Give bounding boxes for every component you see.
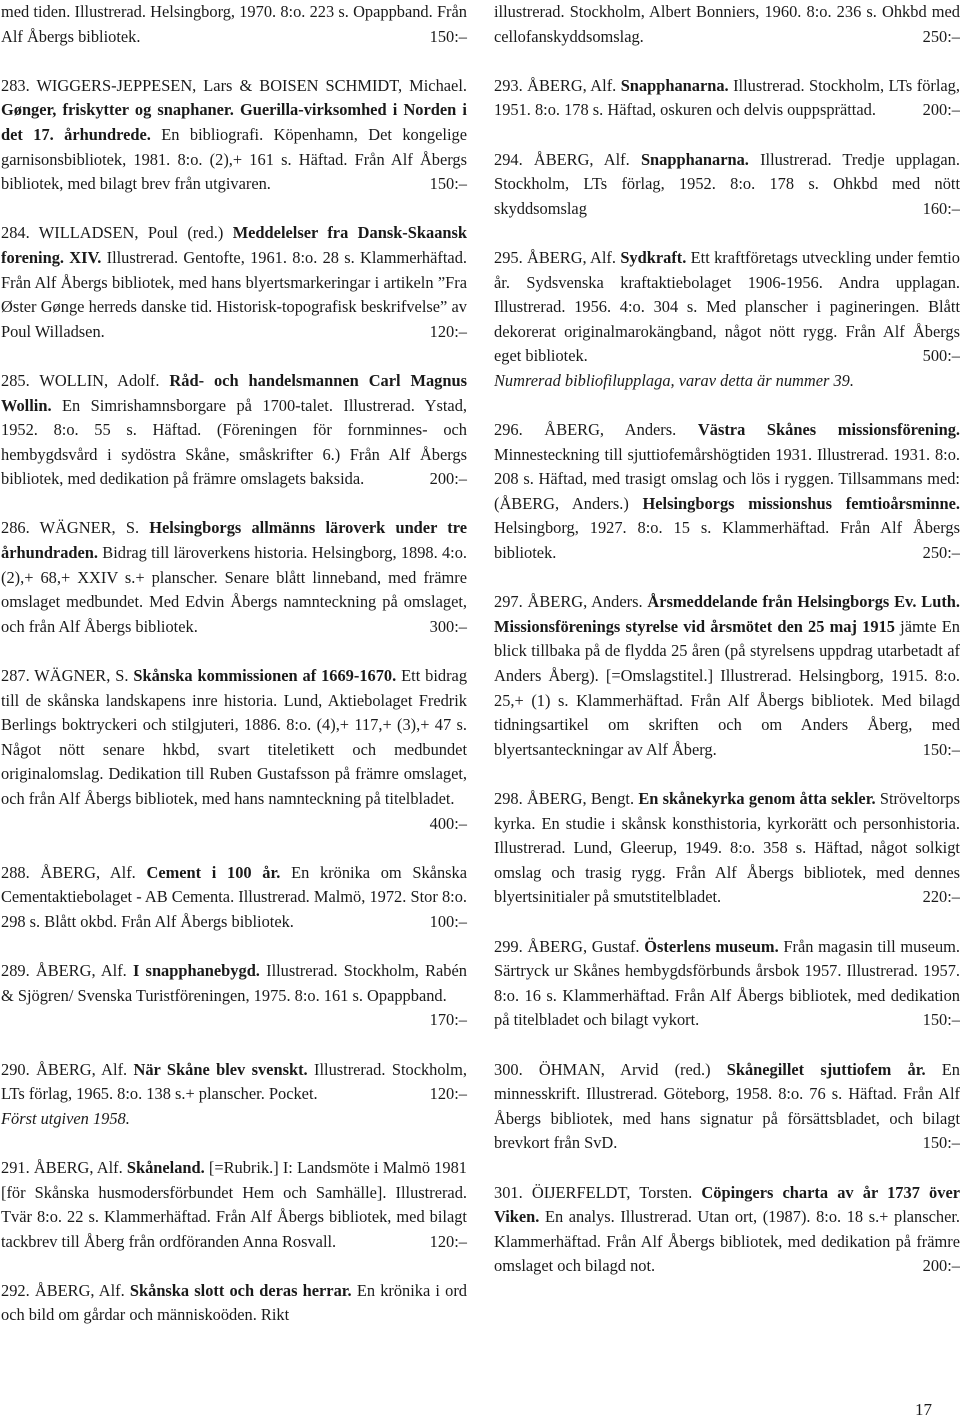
entry-title: Snapphanarna. — [640, 149, 749, 169]
entry-author: WOLLIN, Adolf. — [39, 370, 160, 390]
entry-author: ÅBERG, Alf. — [33, 1157, 123, 1177]
entry-description: med tiden. Illustrerad. Helsingborg, 1970. 8:o. 223 s. Opappband. Från Alf Åbergs bibliotek. — [1, 2, 467, 46]
entry-description-secondary: Helsingborg, 1927. 8:o. 15 s. Klammerhäftad. Från Alf Åbergs bibliotek. — [494, 518, 960, 563]
catalog-entry — [1, 221, 467, 344]
entry-number: 287. — [1, 666, 30, 686]
entry-author: ÅBERG, Alf. — [35, 961, 127, 981]
entry-author: ÅBERG, Alf. — [34, 1280, 125, 1300]
entry-price: 120:– — [429, 321, 467, 341]
entry-number: 293. — [494, 75, 523, 95]
continued-entry — [494, 0, 960, 49]
entry-description: Ett kraftföretags utveckling under femtio år. Sydsvenska kraftaktiebolaget 1906-1956. Andra upplagan. Illustrerad. 1956. 4:o. 304 s. Med planscher i pagineringen. Blått dekorerat originalmarokängband, något nött rygg. Från Alf Åbergs eget bibliotek. — [494, 247, 960, 366]
entry-price: 170:– — [429, 1010, 467, 1030]
entry-description: Illustrerad. Tredje upplagan. Stockholm, LTs förlag, 1952. 8:o. 178 s. Ohkbd med nött skyddsomslag — [494, 149, 960, 218]
catalog-entry — [1, 861, 467, 935]
entry-title: Helsingborgs allmänns läroverk under tre århundraden. — [1, 518, 467, 563]
entry-number: 300. — [494, 1059, 523, 1079]
entry-title: Gønger, friskytter og snaphaner. Guerilla-virksomhed i Norden i det 17. århundrede. — [1, 100, 467, 144]
entry-author: ÅBERG, Alf. — [533, 149, 630, 169]
entry-number: 299. — [494, 936, 523, 956]
catalog-entry — [494, 1058, 960, 1156]
catalog-entry — [1, 1279, 467, 1328]
entry-title: När Skåne blev svenskt. — [133, 1059, 308, 1079]
catalog-entry — [1, 516, 467, 639]
entry-title: Sydkraft. — [620, 247, 687, 267]
entry-price: 200:– — [922, 100, 960, 120]
catalog-entry — [494, 1181, 960, 1279]
entry-price: 200:– — [429, 469, 467, 489]
catalog-entry — [1, 664, 467, 836]
catalog-entry — [494, 74, 960, 123]
entry-author: ÅBERG, Gustaf. — [527, 936, 640, 956]
entry-text — [494, 590, 960, 762]
entry-description: En bibliografi. Köpenhamn, Det kongelige garnisonsbibliotek, 1981. 8:o. (2),+ 161 s. Häftad. Från Alf Åbergs bibliotek, med bilagt brev från utgivaren. — [1, 124, 467, 194]
entry-title: Skånska slott och deras herrar. — [129, 1280, 352, 1300]
entry-author: ÅBERG, Bengt. — [526, 789, 635, 808]
entry-title: Skånegillet sjuttiofem år. — [726, 1059, 926, 1079]
entry-description: Minnesteckning till sjuttiofemårshögtiden 1931. Illustrerad. 1931. 8:o. 208 s. Häftad, med trasigt omslag och lös i ryggen. Tillsammans med: (ÅBERG, Anders.) — [494, 444, 960, 513]
entry-number: 301. — [494, 1182, 523, 1202]
entry-price: 500:– — [922, 346, 960, 366]
entry-author: WÄGNER, S. — [39, 518, 140, 538]
entry-author: WILLADSEN, Poul (red.) — [38, 223, 224, 243]
entry-title-secondary: Helsingborgs missionshus femtioårsminne. — [642, 493, 960, 513]
right-column — [494, 0, 960, 1303]
entry-description: En krönika om Skånska Cementaktiebolaget - AB Cementa. Illustrerad. Malmö, 1972. Stor 8:o. 298 s. Blått okbd. Från Alf Åbergs bibliotek. — [1, 862, 467, 931]
entry-title: Meddelelser fra Dansk-Skaansk forening. XIV. — [1, 223, 467, 267]
entry-text — [494, 74, 960, 123]
entry-text — [1, 1156, 467, 1254]
entry-number: 297. — [494, 592, 523, 612]
entry-description: En analys. Illustrerad. Utan ort, (1987). 8:o. 18 s.+ planscher. Klammerhäftad. Från Alf Åbergs bibliotek, med dedikation på främre omslaget och bilagd not. — [494, 1207, 960, 1276]
entry-text — [1, 369, 467, 492]
entry-price: 160:– — [922, 198, 960, 218]
entry-description: Ett bidrag till de skånska landskapens inre historia. Lund, Aktiebolaget Fredrik Berlings boktryckeri och stilgjuteri, 1886. 8:o. (4),+ 117,+ (3),+ 47 s. Något nött senare hkbd, svart titeletikett och medbundet originalomslag. Dedikation till Ruben Gustafsson på främre omslaget, och från Alf Åbergs bibliotek, med hans namnteckning på titelbladet. — [1, 666, 468, 808]
entry-note: Först utgiven 1958. — [1, 1108, 130, 1128]
entry-text — [1, 959, 467, 1030]
entry-description: Illustrerad. Stockholm, LTs förlag, 1951. 8:o. 178 s. Häftad, oskuren och delvis ouppsprättad. — [494, 75, 960, 120]
entry-title: Cöpingers charta av år 1737 över Viken. — [494, 1182, 960, 1227]
entry-price: 150:– — [922, 1133, 960, 1153]
entry-description: Från magasin till museum. Särtryck ur Skånes hembygdsförbunds årsbok 1957. Illustrerad. 1957. 8:o. 16 s. Klammerhäftad. Från Alf Åbergs bibliotek, med dedikation på titelbladet och bilagt vykort. — [494, 936, 960, 1030]
entry-author: ÅBERG, Alf. — [527, 75, 617, 95]
entry-author: ÅBERG, Anders. — [544, 420, 677, 440]
entry-number: 292. — [1, 1280, 30, 1300]
catalog-entry — [1, 1058, 467, 1107]
entry-number: 294. — [494, 149, 523, 169]
entry-number: 289. — [1, 961, 30, 981]
entry-price: 250:– — [922, 26, 960, 46]
entry-description: illustrerad. Stockholm, Albert Bonniers, 1960. 8:o. 236 s. Ohkbd med cellofanskyddsomslag. — [494, 2, 960, 46]
continued-entry — [1, 0, 467, 49]
entry-price: 120:– — [429, 1084, 467, 1104]
entry-number: 285. — [1, 370, 30, 390]
entry-number: 290. — [1, 1059, 30, 1079]
entry-author: WÄGNER, S. — [34, 666, 129, 686]
entry-number: 283. — [1, 75, 30, 95]
entry-number: 288. — [1, 862, 30, 882]
entry-price: 200:– — [922, 1256, 960, 1276]
entry-text — [1, 664, 468, 833]
entry-number: 284. — [1, 223, 30, 243]
entry-price: 250:– — [922, 543, 960, 563]
entry-title: Österlens museum. — [644, 936, 779, 956]
entry-text — [1, 861, 467, 935]
entry-price: 150:– — [429, 174, 467, 194]
entry-description: En krönika i ord och bild om gårdar och människoöden. Rikt — [1, 1280, 467, 1325]
entry-text — [1, 1058, 467, 1107]
entry-author: ÖIJERFELDT, Torsten. — [531, 1182, 693, 1202]
catalog-entry — [1, 369, 467, 492]
entry-number: 291. — [1, 1157, 30, 1177]
entry-number: 295. — [494, 247, 523, 267]
entry-author: ÖHMAN, Arvid (red.) — [538, 1059, 711, 1079]
entry-title: Skånska kommissionen af 1669-1670. — [133, 666, 397, 686]
catalog-entry — [1, 1156, 467, 1254]
catalog-entry — [494, 418, 960, 566]
entry-title: Cement i 100 år. — [146, 862, 281, 882]
entry-description: En Simrishamnsborgare på 1700-talet. Illustrerad. Ystad, 1952. 8:o. 55 s. Häftad. (Föreningen för fornminnes- och hembygdsvård i sydöstra Skåne, småskrifter 6.) Från Alf Åbergs bibliotek, med dedikation på främre omslagets baksida. — [1, 395, 467, 489]
entry-description: jämte En blick tillbaka på de flydda 25 åren (på styrelsens uppdrag utarbetadt af Anders Åberg). [=Omslagstitel.] Illustrerad. Helsingborg, 1915. 8:o. 25,+ (1) s. Klammerhäftad. Från Alf Åbergs bibliotek. Med bilagd tidningsartikel om skriften och om Anders Åberg, med blyertsanteckningar av Alf Åberg. — [494, 616, 960, 759]
entry-description: Illustrerad. Stockholm, Rabén & Sjögren/ Svenska Turistföreningen, 1975. 8:o. 161 s. Opappband. — [1, 961, 467, 1005]
entry-text — [1, 516, 467, 639]
entry-price: 220:– — [922, 887, 960, 907]
entry-description: Ströveltorps kyrka. En studie i skånsk konsthistoria, kyrkorätt och personhistoria. Illustrerad. Lund, Gleerup, 1949. 8:o. 358 s. Häftad, något solkigt omslag och trasig rygg. Från Alf Åbergs bibliotek, med dennes blyertsinitialer på smutstitelbladet. — [494, 789, 960, 907]
entry-price: 300:– — [429, 616, 467, 636]
entry-description: Illustrerad. Stockholm, LTs förlag, 1965. 8:o. 138 s.+ planscher. Pocket. — [1, 1059, 467, 1104]
entry-title: Årsmeddelande från Helsingborgs Ev. Luth. Missionsförenings styrelse vid årsmötet den 25 maj 1915 — [494, 592, 960, 636]
entry-price: 100:– — [429, 911, 467, 931]
entry-description: [=Rubrik.] I: Landsmöte i Malmö 1981 [för Skånska husmodersförbundet Hem och Samhälle]. Illustrerad. Tvär 8:o. 22 s. Klammerhäftad. Från Alf Åbergs bibliotek, med bilagt tackbrev till Åberg från ordföranden Anna Rosvall. — [1, 1157, 467, 1251]
entry-text — [1, 0, 467, 49]
entry-text — [494, 787, 960, 910]
entry-text — [1, 221, 467, 344]
entry-number: 298. — [494, 789, 523, 808]
entry-text — [494, 1181, 960, 1279]
page-number: 17 — [915, 1400, 932, 1419]
catalog-entry — [494, 590, 960, 762]
entry-number: 296. — [494, 420, 523, 440]
entry-note: Numrerad bibliofilupplaga, varav detta är nummer 39. — [494, 370, 854, 390]
entry-author: ÅBERG, Anders. — [527, 592, 643, 612]
entry-title: I snapphanebygd. — [132, 961, 260, 981]
entry-text — [494, 246, 960, 369]
entry-text — [494, 1058, 960, 1156]
entry-text — [494, 935, 960, 1033]
catalog-entry — [494, 148, 960, 222]
entry-price: 150:– — [429, 26, 467, 46]
left-column — [1, 0, 467, 1353]
entry-text — [494, 148, 960, 222]
catalog-entry — [494, 935, 960, 1033]
entry-author: ÅBERG, Alf. — [40, 862, 136, 882]
entry-text — [494, 418, 960, 566]
entry-price: 150:– — [922, 739, 960, 759]
entry-title: Skåneland. — [126, 1157, 205, 1177]
entry-author: ÅBERG, Alf. — [527, 247, 616, 267]
entry-price: 120:– — [429, 1231, 467, 1251]
entry-price: 400:– — [429, 813, 467, 833]
entry-description: Bidrag till läroverkens historia. Helsingborg, 1898. 4:o. (2),+ 68,+ XXIV s.+ planscher. Senare blått linneband, med främre omslaget medbundet. Med Edvin Åbergs namnteckning på omslaget, och från Alf Åbergs bibliotek. — [1, 543, 467, 636]
entry-number: 286. — [1, 518, 30, 538]
entry-text — [494, 0, 960, 49]
entry-author: ÅBERG, Alf. — [36, 1059, 128, 1079]
entry-title: En skånekyrka genom åtta sekler. — [638, 789, 876, 808]
entry-description: Illustrerad. Gentofte, 1961. 8:o. 28 s. Klammerhäftad. Från Alf Åbergs bibliotek, med hans blyertsmarkeringar i artikeln ”Fra Øster Gønge herreds danske tid. Historisk-topografisk beskrifvelse” av Poul Willadsen. — [1, 247, 467, 341]
entry-author: WIGGERS-JEPPESEN, Lars & BOISEN SCHMIDT, Michael. — [36, 75, 467, 95]
catalog-entry — [1, 74, 467, 197]
entry-title: Råd- och handelsmannen Carl Magnus Wollin. — [1, 370, 467, 415]
entry-text — [1, 74, 467, 197]
catalog-entry — [494, 787, 960, 910]
entry-price: 150:– — [922, 1010, 960, 1030]
entry-title: Snapphanarna. — [620, 75, 729, 95]
catalog-entry — [1, 959, 467, 1033]
entry-title: Västra Skånes missionsförening. — [697, 420, 960, 440]
catalog-entry — [494, 246, 960, 369]
entry-description: En minnesskrift. Illustrerad. Göteborg, 1958. 8:o. 76 s. Häftad. Från Alf Åbergs bibliotek, med hans signatur på försättsbladet, och bilagt brevkort från SvD. — [494, 1059, 960, 1153]
entry-text — [1, 1279, 467, 1328]
